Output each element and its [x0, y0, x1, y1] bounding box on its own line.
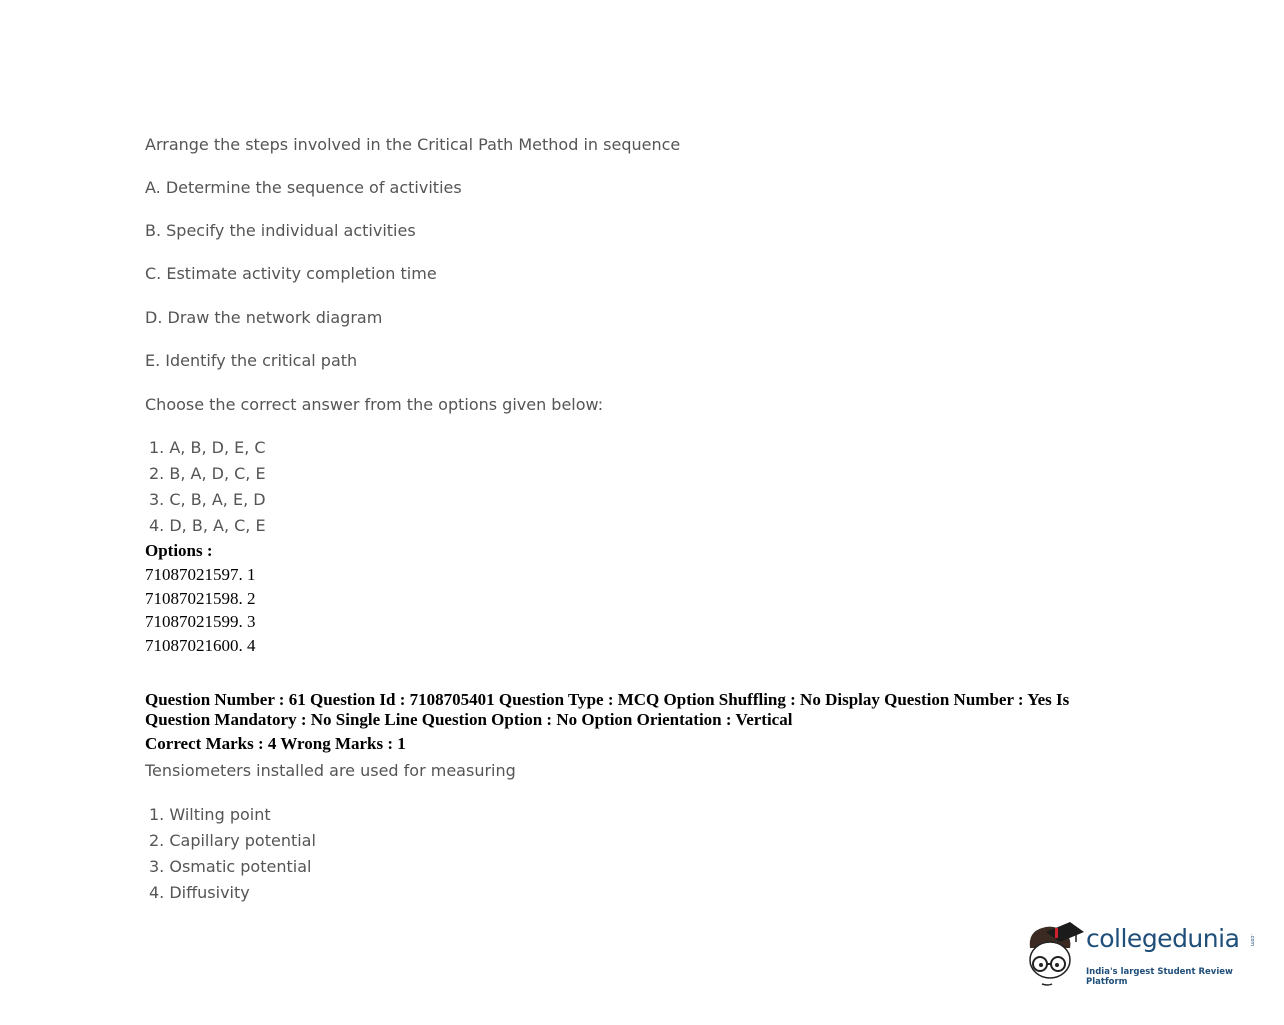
logo-tagline: India's largest Student Review Platform — [1086, 967, 1233, 987]
q60-option-id-1: 71087021597. 1 — [145, 565, 256, 584]
q60-option-id-3: 71087021599. 3 — [145, 612, 256, 631]
q60-item-a: A. Determine the sequence of activities — [145, 178, 462, 197]
q60-option-id-2: 71087021598. 2 — [145, 589, 256, 608]
q60-choice-4: 4. D, B, A, C, E — [149, 516, 266, 535]
q60-choice-1: 1. A, B, D, E, C — [149, 438, 266, 457]
logo-wordmark: collegedunia — [1086, 924, 1240, 953]
q61-choice-4: 4. Diffusivity — [149, 883, 250, 902]
q61-meta-line-2: Question Mandatory : No Single Line Question Option : No Option Orientation : Vertical — [145, 710, 793, 729]
q60-options-label: Options : — [145, 541, 213, 560]
mascot-icon — [1024, 918, 1086, 988]
collegedunia-logo — [1024, 918, 1264, 988]
q60-stem: Arrange the steps involved in the Critical Path Method in sequence — [145, 135, 681, 154]
q61-choice-2: 2. Capillary potential — [149, 831, 316, 850]
q60-item-c: C. Estimate activity completion time — [145, 264, 437, 283]
q60-item-b: B. Specify the individual activities — [145, 221, 416, 240]
q60-choice-2: 2. B, A, D, C, E — [149, 464, 266, 483]
q60-option-id-4: 71087021600. 4 — [145, 636, 256, 655]
q60-item-d: D. Draw the network diagram — [145, 308, 383, 327]
q60-prompt: Choose the correct answer from the options given below: — [145, 395, 604, 414]
q61-choice-3: 3. Osmatic potential — [149, 857, 312, 876]
q61-choice-1: 1. Wilting point — [149, 805, 271, 824]
q61-marks: Correct Marks : 4 Wrong Marks : 1 — [145, 734, 406, 753]
q60-item-e: E. Identify the critical path — [145, 351, 358, 370]
logo-suffix: .com — [1249, 934, 1255, 947]
q61-meta-line-1: Question Number : 61 Question Id : 7108705401 Question Type : MCQ Option Shuffling : No Display Question Number : Yes Is — [145, 690, 1070, 709]
q61-stem: Tensiometers installed are used for measuring — [145, 761, 516, 780]
q60-choice-3: 3. C, B, A, E, D — [149, 490, 266, 509]
